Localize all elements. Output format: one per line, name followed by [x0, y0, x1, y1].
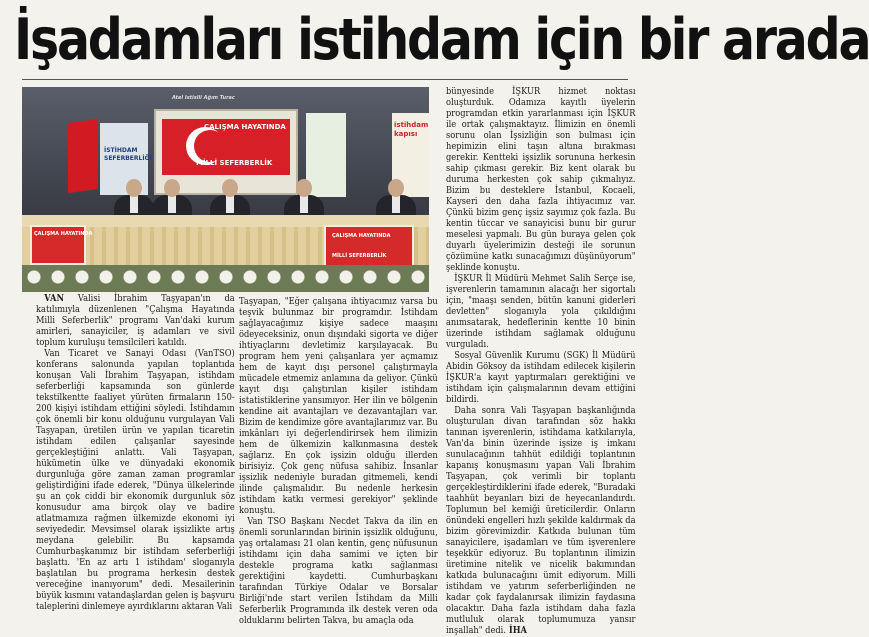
table-sign-right	[324, 225, 414, 269]
paragraph	[36, 294, 235, 349]
article-column-2	[239, 297, 438, 627]
paragraph: bünyesinde İŞKUR hizmet noktası oluşturduk. Odamıza kayıtlı üyelerin programdan etkin yararlanması için İŞKUR ile ortak çalışmaktayız. İlimizin en önemli sorunu olan İşsizliğin son bulması için hepimizin elini taşın altına bırakması gerekir. Kentteki işsizlik sorununa herkesin sahip çıkması gerekir. Biz kent olarak bu duruma herkesten çok sahip çıkmalıyız. Bizim bu desteklere İstanbul, Kocaeli, Kayseri den daha fazla ihtiyacımız var. Çünkü bizim genç işsiz sayımız çok fazla. Bu kentin tüccar ve sanayicisi bunu bir gurur meselesi yapmalı. Bu gün buraya gelen çok duyarlı üyelerimizin desteği ile sorunun çözümüne katkı sunacağımızı düşünüyorum" şeklinde konuştu.	[446, 87, 636, 273]
top-rule	[0, 0, 650, 4]
screen-title-1: ÇALIŞMA HAYATINDA	[204, 123, 286, 131]
headline-rule	[22, 79, 628, 80]
article-column-1	[36, 294, 235, 613]
flower-arrangement	[22, 265, 429, 292]
paragraph-text: Valisi İbrahim Taşyapan'ın da katılımıyla düzenlenen "Çalışma Hayatında Milli Seferberlik" programı Van'daki kurum amirleri, sanayiciler, iş adamları ve sivil toplum kuruluşu temsilcileri katıldı.	[36, 294, 235, 348]
far-right-banner-text: istihdam kapısı	[394, 121, 429, 138]
table-sign-right-text-1: ÇALIŞMA HAYATINDA	[332, 233, 391, 239]
table-sign-left	[30, 225, 93, 265]
crescent-cut	[194, 130, 226, 162]
paragraph: Van Ticaret ve Sanayi Odası (VanTSO) konferans salonunda yapılan toplantıda konuşan Vali İbrahim Taşyapan, istihdam seferberliği kapsamında son günlerde tekstilkentte faaliyet yürüten firmaların 150-200 kişiyi istihdam ettiğini söyledi. İstihdamın çok önemli bir konu olduğunu vurgulayan Vali Taşyapan, üretilen ürün ve yapılan ticaretin istihdam edilen çalışanlar sayesinde gerçekleştiğini anlattı. Vali Taşyapan, hükümetin ülke ve dünyadaki ekonomik durgunluğa göre zaman zaman programlar geliştirdiğini ifade ederek, "Dünya ülkelerinde şu an çok ciddi bir ekonomik durgunluk söz konusudur ama birçok olay ve badire atlatmamıza rağmen ülkemizde ekonomi iyi seviyededir. Mevsimsel olarak işsizlikte artış meydana gelebilir. Bu kapsamda Cumhurbaşkanımız bir istihdam seferberliği başlattı. 'En az artı 1 istihdam' sloganıyla başlatılan bu programa herkesin destek vereceğine inanıyorum" dedi. Mesailerinin büyük kısmını vatandaşlardan gelen iş başvuru taleplerini dinlemeye ayırdıklarını aktaran Vali	[36, 349, 235, 612]
left-banner-text: İSTİHDAM SEFERBERLİĞİ	[104, 147, 152, 162]
table-sign-right-text-2: MİLLİ SEFERBERLİK	[332, 253, 387, 259]
paragraph: İŞKUR İl Müdürü Mehmet Salih Serçe ise, işverenlerin tamamının alacağı her sigortalı için, "maaşı senden, bütün kanuni giderleri devletten" sloganıyla yola çıkıldığını anımsatarak, hedeflerinin kentte 10 binin üzerinde istihdam sağlamak olduğunu vurguladı.	[446, 274, 636, 350]
photo-header-text: Atel Istislli Ağım Turac	[172, 95, 235, 101]
headline: İşadamları istihdam için bir arada	[14, 7, 869, 73]
paragraph	[446, 406, 636, 637]
paragraph: Sosyal Güvenlik Kurumu (SGK) İl Müdürü Abidin Göksoy da istihdam edilecek kişilerin İŞKUR'a kayıt yaptırmaları gerektiğini ve istihdam için çalışmalarının devam ettiğini bildirdi.	[446, 351, 636, 405]
screen-title-2: MİLLİ SEFERBERLİK	[196, 159, 273, 167]
agency-signature: İHA	[505, 626, 527, 636]
article-column-3	[446, 87, 636, 637]
paragraph-text: Daha sonra Vali Taşyapan başkanlığında oluşturulan divan tarafından söz hakkı tanınan işverenlerin, istihdama katkılarıyla, Van'da binin üzerinde işsize iş imkanı sunulacağının tahhüt edildiği toplantının kapanış konuşmasını yapan Vali İbrahim Taşyapan, çok verimli bir toplantı gerçekleştirdiklerini ifade ederek, "Buradaki taahhüt beyanları bizi de heyecanlandırdı. Toplumun bel kemiği üreticilerdir. Onların önündeki engelleri hızlı şekilde kaldırmak da bizim görevimizdir. Katkıda bulunan tüm sanayicilere, işadamları ve tüm işverenlere teşekkür ediyoruz. Bu toplantının ilimizin üretimine nitelik ve nicelik bakımından katkıda bulunacağını ümit ediyorum. Milli istihdam ve yatırım seferberliğinden ne kadar çok faydalanırsak ilimizin faydasına olacaktır. Daha fazla istihdam daha fazla mutluluk olarak toplumumuza yansır inşallah" dedi.	[446, 406, 636, 636]
paragraph: Taşyapan, "Eğer çalışana ihtiyacımız varsa bu teşvik bulunmaz bir programdır. İstihdam sağlayacağımız kişiye sadece maaşını ödeyeceksiniz, onun dışındaki sigorta ve diğer ihtiyaçlarını devletimiz karşılayacak. Bu program hem yeni çalışanlara yer açmamız hem de kayıt dışı personel çalıştırmayla mücadele etmemiz anlamına da geliyor. Çünkü kayıt dışı çalıştırılan kişiler istihdam istatistiklerine yansımıyor. Her ilin ve bölgenin kendine ait avantajları ve dezavantajları var. Bizim de kendimize göre avantajlarımız var. Bu imkânları iyi değerlendirirsek hem ilimizin hem de ülkemizin kalkınmasına destek sağlarız. En çok işsizin olduğu illerden birisiyiz. Çok genç nüfusa sahibiz. İnsanlar işsizlik nedeniyle buradan gitmemeli, kendi ilinde çalışmalıdır. Bu nedenle herkesin istihdam katkı vermesi gerekiyor" şeklinde konuştu.	[239, 297, 438, 516]
table-sign-left-text: ÇALIŞMA HAYATINDA	[34, 231, 93, 237]
paragraph: Van TSO Başkanı Necdet Takva da ilin en önemli sorunlarından birinin işsizlik olduğunu, yaş ortalaması 21 olan kentin, genç nüfusunun istihdamı için daha samimi ve içten bir destekle programa katkı sağlanması gerektiğini kaydetti. Cumhurbaşkanı tarafından Türkiye Odalar ve Borsalar Birliği'nde start verilen İstihdam da Milli Seferberlik Programında ilk destek veren oda olduklarını belirten Takva, bu amaçla oda	[239, 517, 438, 626]
dateline: VAN	[44, 294, 65, 304]
turkish-flag	[68, 119, 98, 193]
news-photo	[22, 87, 429, 292]
